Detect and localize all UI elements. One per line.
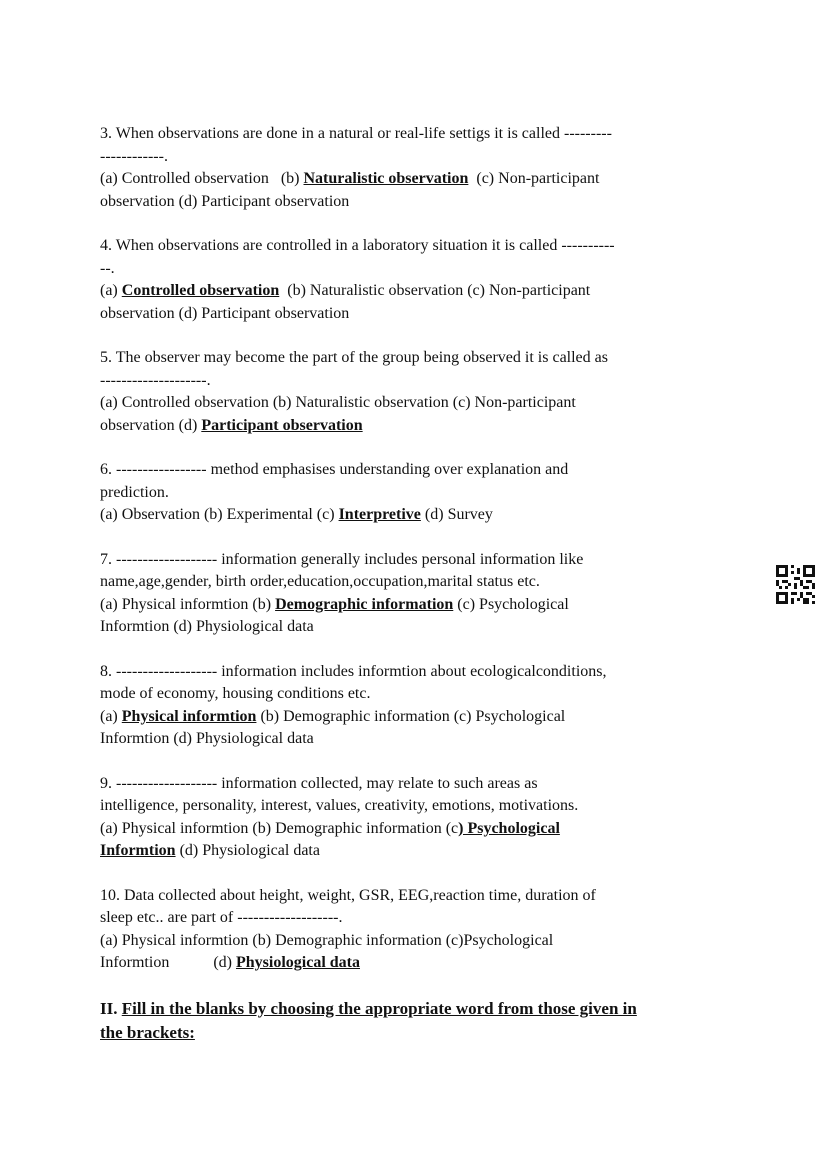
- question-stem: 5. The observer may become the part of the group being observed it is called as: [100, 349, 608, 366]
- option-b-prefix: (b): [280, 170, 304, 187]
- option-d: (d) Survey: [420, 506, 493, 523]
- options-line: [100, 504, 730, 527]
- options-line-cont: [100, 415, 730, 438]
- question-stem-cont: mode of economy, housing conditions etc.: [100, 685, 371, 702]
- question-4: [100, 235, 730, 325]
- options-line: [100, 706, 730, 729]
- question-8: [100, 661, 730, 751]
- section-heading: [100, 997, 730, 1045]
- option-a: (a) Physical informtion (b): [100, 595, 276, 613]
- question-10: [100, 885, 730, 975]
- section-title-cont: the brackets:: [100, 1022, 195, 1042]
- question-stem-cont: name,age,gender, birth order,education,occupation,marital status etc.: [100, 573, 540, 590]
- options-line-cont: [100, 840, 730, 863]
- option-a-prefix: (a): [100, 707, 122, 725]
- options-line-cont: observation (d) Participant observation: [100, 192, 350, 210]
- options-line: [100, 818, 730, 841]
- options-line: (a) Controlled observation (b) Naturalistic observation (c) Non-participant: [100, 394, 576, 411]
- options-line-cont: [100, 952, 730, 975]
- question-stem-cont: --.: [100, 259, 115, 277]
- answer-option-b: Demographic information: [275, 595, 454, 613]
- options-line: [100, 594, 730, 617]
- answer-option-a: Physical informtion: [121, 707, 257, 725]
- question-stem: 3. When observations are done in a natural or real-life settigs it is called ---------: [100, 125, 612, 142]
- option-a: (a) Controlled observation: [100, 170, 269, 187]
- section-number: II.: [100, 998, 122, 1018]
- options-line-cont: observation (d) Participant observation: [100, 304, 350, 322]
- option-d-prefix: Informtion (d): [100, 954, 236, 971]
- answer-option-b: Naturalistic observation: [303, 170, 469, 187]
- options-line: [100, 280, 730, 303]
- question-9: [100, 773, 730, 863]
- question-stem-cont: intelligence, personality, interest, values, creativity, emotions, motivations.: [100, 797, 579, 814]
- question-7: [100, 549, 730, 639]
- option-c: (c) Non-participant: [476, 170, 600, 187]
- question-stem: 4. When observations are controlled in a laboratory situation it is called ----------: [100, 237, 615, 254]
- question-stem: 7. ------------------- information generally includes personal information like: [100, 550, 584, 568]
- question-stem: 9. ------------------- information collected, may relate to such areas as: [100, 774, 538, 792]
- option-b-c: (b) Naturalistic observation (c) Non-participant: [287, 282, 591, 299]
- answer-option-d: Physiological data: [235, 954, 360, 971]
- question-stem-cont: prediction.: [100, 483, 169, 501]
- question-stem-cont: ------------.: [100, 147, 168, 165]
- options-line-cont: Informtion (d) Physiological data: [100, 618, 314, 635]
- question-stem: 8. ------------------- information includes informtion about ecologicalconditions,: [100, 662, 607, 680]
- question-stem: 6. ----------------- method emphasises understanding over explanation and: [100, 461, 569, 478]
- option-d: (d) Physiological data: [175, 842, 320, 859]
- option-a-b: (a) Observation (b) Experimental (c): [100, 506, 339, 523]
- answer-option-a: Controlled observation: [121, 282, 280, 299]
- options-line-cont: Informtion (d) Physiological data: [100, 730, 314, 747]
- answer-option-c-cont: Informtion: [100, 842, 176, 859]
- option-d-prefix: observation (d): [100, 416, 202, 434]
- answer-option-d: Participant observation: [201, 416, 363, 434]
- question-3: [100, 123, 730, 213]
- qr-code-icon: [776, 565, 815, 604]
- option-a-b: (a) Physical informtion (b) Demographic information (c: [100, 819, 459, 837]
- options-line: [100, 168, 730, 191]
- question-stem: 10. Data collected about height, weight, GSR, EEG,reaction time, duration of: [100, 886, 596, 904]
- question-page: [100, 123, 730, 1045]
- section-heading-line1: [100, 997, 730, 1021]
- section-heading-line2: [100, 1021, 730, 1045]
- options-line: (a) Physical informtion (b) Demographic information (c)Psychological: [100, 931, 554, 949]
- answer-option-c: Interpretive: [338, 506, 421, 523]
- answer-option-c: ) Psychological: [458, 819, 560, 837]
- question-stem-cont: --------------------.: [100, 371, 211, 389]
- question-6: [100, 459, 730, 527]
- question-stem-cont: sleep etc.. are part of -------------------.: [100, 909, 343, 926]
- option-a-prefix: (a): [100, 282, 122, 299]
- section-title: Fill in the blanks by choosing the appropriate word from those given in: [121, 998, 637, 1018]
- option-c: (c) Psychological: [453, 595, 569, 613]
- option-b-c: (b) Demographic information (c) Psychological: [256, 707, 566, 725]
- question-5: [100, 347, 730, 437]
